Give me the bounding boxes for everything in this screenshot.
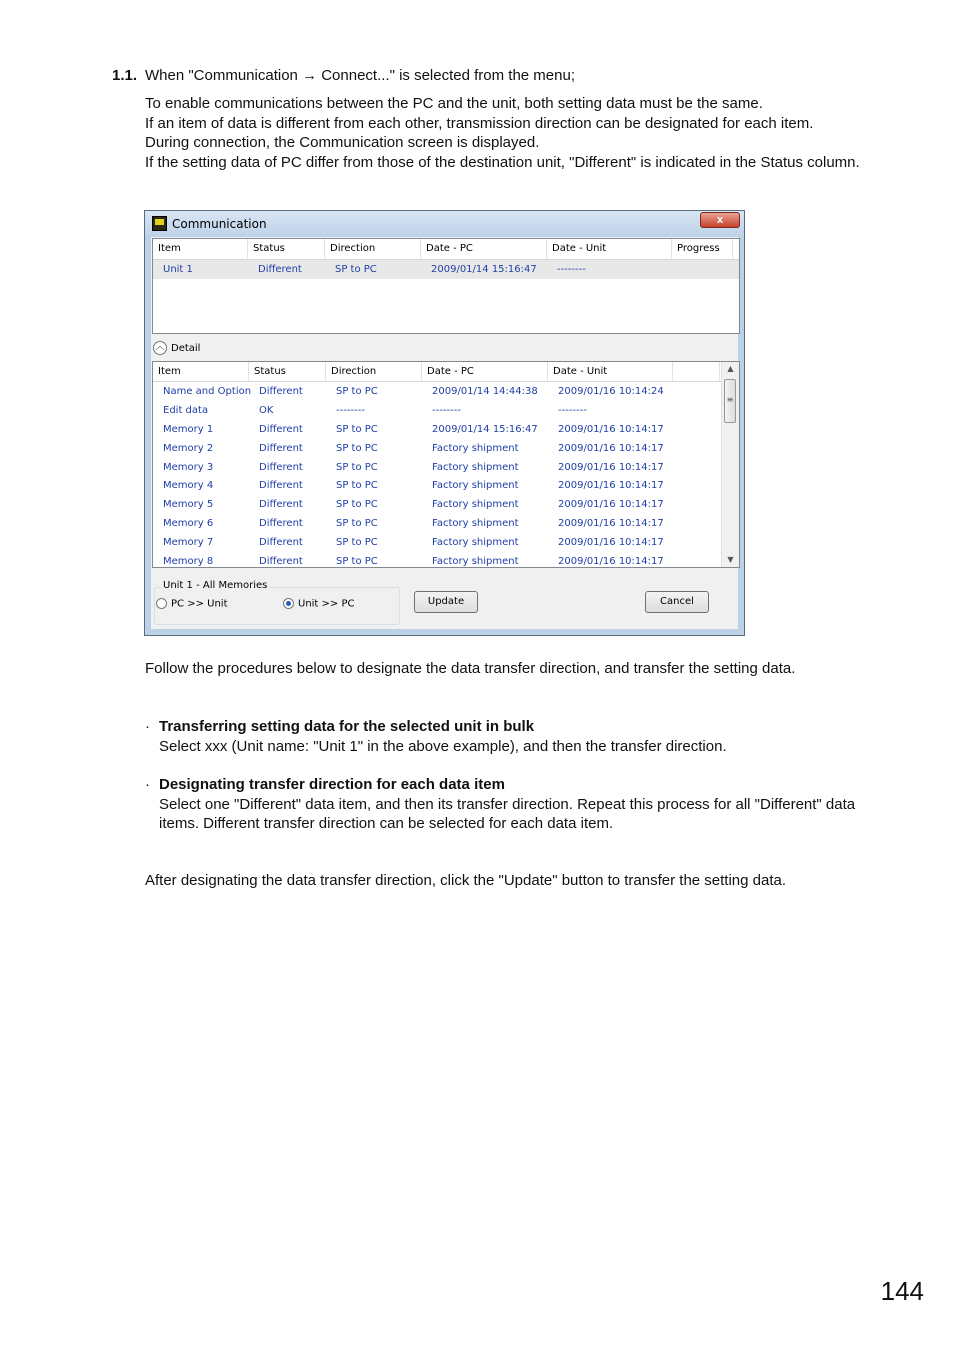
cell-date-pc: Factory shipment bbox=[432, 480, 519, 492]
unit-direction-group bbox=[154, 580, 400, 625]
cell-date-unit: 2009/01/16 10:14:24 bbox=[558, 385, 664, 397]
page-number: 144 bbox=[880, 1276, 924, 1306]
table-row[interactable] bbox=[153, 458, 739, 477]
column-header-direction[interactable]: Direction bbox=[326, 362, 422, 381]
bullet-title: Transferring setting data for the selected unit in bulk bbox=[159, 718, 535, 735]
intro-line: To enable communications between the PC and the unit, both setting data must be the same. bbox=[145, 95, 763, 112]
cell-status: Different bbox=[259, 499, 303, 511]
detail-list[interactable] bbox=[152, 361, 740, 568]
cell-date-unit: 2009/01/16 10:14:17 bbox=[558, 518, 664, 530]
table-row[interactable] bbox=[153, 382, 739, 401]
cell-date-unit: 2009/01/16 10:14:17 bbox=[558, 555, 664, 567]
update-button[interactable]: Update bbox=[414, 591, 478, 613]
cell-status: Different bbox=[258, 263, 302, 275]
cell-item: Memory 4 bbox=[163, 480, 214, 492]
cell-status: Different bbox=[259, 518, 303, 530]
column-header-direction[interactable]: Direction bbox=[325, 239, 421, 259]
close-button[interactable]: x bbox=[700, 212, 740, 228]
table-row[interactable] bbox=[153, 420, 739, 439]
vertical-scrollbar[interactable] bbox=[721, 362, 739, 567]
cell-status: Different bbox=[259, 385, 303, 397]
cell-item: Memory 5 bbox=[163, 499, 214, 511]
cell-item: Memory 7 bbox=[163, 537, 214, 549]
table-row[interactable] bbox=[153, 476, 739, 495]
detail-list-header bbox=[153, 362, 739, 382]
section-heading-text: When "Communication → Connect..." is selected from the menu; bbox=[145, 67, 575, 84]
column-header-progress[interactable]: Progress bbox=[672, 239, 733, 259]
radio-unit-to-pc[interactable] bbox=[283, 598, 354, 610]
cell-date-unit: -------- bbox=[557, 263, 586, 275]
section-heading bbox=[112, 66, 575, 86]
cell-status: Different bbox=[259, 555, 303, 567]
cell-item: Edit data bbox=[163, 404, 209, 416]
bullet-icon: · bbox=[145, 776, 150, 793]
detail-toggle[interactable] bbox=[153, 341, 200, 355]
detail-label: Detail bbox=[171, 343, 201, 354]
table-row[interactable] bbox=[153, 439, 739, 458]
window-client-area bbox=[151, 237, 738, 629]
cell-direction: -------- bbox=[336, 404, 365, 416]
radio-unit-to-pc-label: Unit >> PC bbox=[298, 598, 355, 610]
cell-status: Different bbox=[259, 423, 303, 435]
cancel-button[interactable]: Cancel bbox=[645, 591, 709, 613]
cell-direction: SP to PC bbox=[336, 499, 378, 511]
bullet-list bbox=[145, 717, 868, 853]
table-row[interactable] bbox=[153, 533, 739, 552]
intro-text bbox=[145, 94, 868, 172]
bullet-title: Designating transfer direction for each data item bbox=[159, 776, 505, 793]
chevron-up-icon[interactable]: ︿ bbox=[153, 341, 167, 355]
section-number: 1.1. bbox=[112, 67, 138, 84]
cell-date-unit: 2009/01/16 10:14:17 bbox=[558, 499, 664, 511]
column-header-date-pc[interactable]: Date - PC bbox=[422, 362, 548, 381]
cell-date-pc: Factory shipment bbox=[432, 442, 519, 454]
cell-date-unit: 2009/01/16 10:14:17 bbox=[558, 480, 664, 492]
cell-date-unit: 2009/01/16 10:14:17 bbox=[558, 423, 664, 435]
cell-direction: SP to PC bbox=[336, 518, 378, 530]
cell-date-unit: 2009/01/16 10:14:17 bbox=[558, 537, 664, 549]
cell-item: Memory 3 bbox=[163, 461, 214, 473]
radio-pc-to-unit[interactable] bbox=[156, 598, 227, 610]
detail-rows bbox=[153, 382, 739, 568]
cell-date-pc: Factory shipment bbox=[432, 518, 519, 530]
cell-date-pc: Factory shipment bbox=[432, 461, 519, 473]
table-row[interactable] bbox=[153, 552, 739, 568]
table-row[interactable] bbox=[153, 514, 739, 533]
column-header-item[interactable]: Item bbox=[153, 239, 248, 259]
cell-status: Different bbox=[259, 461, 303, 473]
table-row[interactable] bbox=[153, 260, 739, 279]
cell-direction: SP to PC bbox=[336, 423, 378, 435]
title-bar[interactable] bbox=[145, 211, 744, 237]
cell-item: Name and Option bbox=[163, 385, 252, 397]
intro-line: If the setting data of PC differ from those of the destination unit, "Different" is indicated in the Status column. bbox=[145, 153, 860, 171]
cell-item: Memory 2 bbox=[163, 442, 214, 454]
group-label: Unit 1 - All Memories bbox=[163, 580, 268, 591]
column-header-date-unit[interactable]: Date - Unit bbox=[547, 239, 672, 259]
cell-direction: SP to PC bbox=[335, 263, 377, 275]
bullet-body: Select xxx (Unit name: "Unit 1" in the above example), and then the transfer direction. bbox=[159, 737, 727, 755]
cell-date-pc: Factory shipment bbox=[432, 537, 519, 549]
cell-item: Memory 1 bbox=[163, 423, 214, 435]
cell-date-pc: -------- bbox=[432, 404, 461, 416]
table-row[interactable] bbox=[153, 495, 739, 514]
follow-text: Follow the procedures below to designate the data transfer direction, and transfer the setting data. bbox=[145, 660, 796, 677]
cell-date-unit: 2009/01/16 10:14:17 bbox=[558, 461, 664, 473]
app-icon bbox=[152, 216, 167, 231]
list-item bbox=[145, 775, 868, 834]
column-header-status[interactable]: Status bbox=[249, 362, 326, 381]
communication-window bbox=[144, 210, 745, 636]
cell-date-unit: -------- bbox=[558, 404, 587, 416]
column-header-date-pc[interactable]: Date - PC bbox=[421, 239, 547, 259]
cell-date-pc: 2009/01/14 15:16:47 bbox=[431, 263, 537, 275]
cell-item: Unit 1 bbox=[163, 263, 193, 275]
cell-date-unit: 2009/01/16 10:14:17 bbox=[558, 442, 664, 454]
cell-direction: SP to PC bbox=[336, 385, 378, 397]
column-header-item[interactable]: Item bbox=[153, 362, 249, 381]
scroll-down-icon[interactable]: ▼ bbox=[727, 555, 734, 564]
cell-status: Different bbox=[259, 537, 303, 549]
intro-line: If an item of data is different from each other, transmission direction can be designated for each item. bbox=[145, 114, 814, 132]
cell-status: OK bbox=[259, 404, 274, 416]
unit-list-header bbox=[153, 239, 739, 260]
cell-direction: SP to PC bbox=[336, 555, 378, 567]
intro-line: During connection, the Communication screen is displayed. bbox=[145, 134, 540, 151]
list-item bbox=[145, 717, 868, 756]
cell-direction: SP to PC bbox=[336, 537, 378, 549]
scroll-thumb[interactable]: ≡ bbox=[724, 379, 736, 423]
cell-date-pc: 2009/01/14 14:44:38 bbox=[432, 385, 538, 397]
cell-item: Memory 6 bbox=[163, 518, 214, 530]
after-text: After designating the data transfer direction, click the "Update" button to transfer the setting data. bbox=[145, 872, 787, 889]
cell-status: Different bbox=[259, 442, 303, 454]
window-title: Communication bbox=[172, 217, 267, 231]
bullet-icon: · bbox=[145, 718, 150, 735]
radio-pc-to-unit-label: PC >> Unit bbox=[171, 598, 228, 610]
column-header-date-unit[interactable]: Date - Unit bbox=[548, 362, 673, 381]
radio-selected-icon[interactable] bbox=[283, 598, 294, 609]
scroll-up-icon[interactable]: ▲ bbox=[727, 364, 734, 373]
radio-icon[interactable] bbox=[156, 598, 167, 609]
cell-direction: SP to PC bbox=[336, 442, 378, 454]
cell-status: Different bbox=[259, 480, 303, 492]
unit-list[interactable] bbox=[152, 238, 740, 334]
cell-item: Memory 8 bbox=[163, 555, 214, 567]
cell-direction: SP to PC bbox=[336, 461, 378, 473]
column-header-status[interactable]: Status bbox=[248, 239, 325, 259]
cell-date-pc: Factory shipment bbox=[432, 499, 519, 511]
cell-date-pc: Factory shipment bbox=[432, 555, 519, 567]
bullet-body: Select one "Different" data item, and then its transfer direction. Repeat this process for all "Different" data items. Different transfer direction can be selected for each data item. bbox=[159, 795, 856, 832]
cell-date-pc: 2009/01/14 15:16:47 bbox=[432, 423, 538, 435]
cell-direction: SP to PC bbox=[336, 480, 378, 492]
table-row[interactable] bbox=[153, 401, 739, 420]
